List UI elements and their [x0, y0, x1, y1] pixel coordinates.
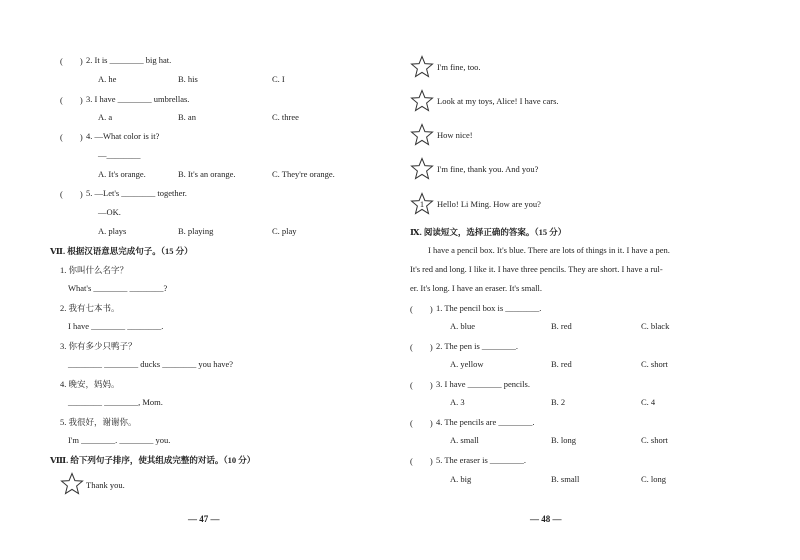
s9-q5-paren[interactable]: ( ) — [410, 456, 433, 466]
passage-line-3: er. It's long. I have an eraser. It's small. — [410, 283, 542, 293]
s9-q3-stem: 3. I have ________ pencils. — [436, 379, 530, 389]
passage-line-1: I have a pencil box. It's blue. There are lots of things in it. I have a pen. — [428, 245, 670, 255]
mc-4-stem-answer: —________ — [98, 150, 141, 160]
dialog-line-1: I'm fine, too. — [437, 62, 481, 72]
star-icon[interactable] — [410, 192, 434, 216]
section-7-title: Ⅶ. 根据汉语意思完成句子。（15 分） — [50, 246, 193, 256]
dialog-order-number: 1 — [419, 199, 425, 209]
section-8-title: Ⅷ. 给下列句子排序，使其组成完整的对话。（10 分） — [50, 455, 256, 465]
star-icon[interactable] — [410, 157, 434, 181]
s7-item-5-en[interactable]: I'm ________. ________ you. — [68, 435, 171, 445]
mc-3-option-a[interactable]: A. a — [98, 112, 113, 122]
s7-item-1-en[interactable]: What's ________ ________? — [68, 283, 168, 293]
s9-q1-option-c[interactable]: C. black — [641, 321, 670, 331]
s9-q4-option-c[interactable]: C. short — [641, 435, 668, 445]
s9-q2-paren[interactable]: ( ) — [410, 342, 433, 352]
s9-q4-stem: 4. The pencils are ________. — [436, 417, 535, 427]
s9-q1-stem: 1. The pencil box is ________. — [436, 303, 542, 313]
mc-5-paren[interactable]: ( ) — [60, 189, 83, 199]
mc-4-stem: 4. —What color is it? — [86, 131, 160, 141]
s9-q3-option-c[interactable]: C. 4 — [641, 397, 656, 407]
s7-item-3-cn: 3. 你有多少只鸭子？ — [60, 341, 137, 351]
s9-q4-option-b[interactable]: B. long — [551, 435, 577, 445]
mc-3-paren[interactable]: ( ) — [60, 95, 83, 105]
s7-item-3-en[interactable]: ________ ________ ducks ________ you have? — [68, 359, 234, 369]
mc-4-option-a[interactable]: A. It's orange. — [98, 169, 146, 179]
page-number-47: — 47 — — [188, 514, 220, 524]
s9-q1-option-b[interactable]: B. red — [551, 321, 572, 331]
s9-q5-stem: 5. The eraser is ________. — [436, 455, 527, 465]
mc-5-option-c[interactable]: C. play — [272, 226, 297, 236]
s9-q3-option-a[interactable]: A. 3 — [450, 397, 465, 407]
s9-q5-option-c[interactable]: C. long — [641, 474, 667, 484]
dialog-line-3: How nice! — [437, 130, 473, 140]
s9-q2-option-a[interactable]: A. yellow — [450, 359, 484, 369]
section-9-title: Ⅸ. 阅读短文，选择正确的答案。（15 分） — [410, 227, 567, 237]
mc-4-option-c[interactable]: C. They're orange. — [272, 169, 335, 179]
mc-4-option-b[interactable]: B. It's an orange. — [178, 169, 236, 179]
page-number-48: — 48 — — [530, 514, 562, 524]
mc-2-paren[interactable]: ( ) — [60, 56, 83, 66]
s9-q3-paren[interactable]: ( ) — [410, 380, 433, 390]
s7-item-4-cn: 4. 晚安，妈妈。 — [60, 379, 120, 389]
mc-3-option-c[interactable]: C. three — [272, 112, 299, 122]
s9-q5-option-b[interactable]: B. small — [551, 474, 580, 484]
s9-q1-paren[interactable]: ( ) — [410, 304, 433, 314]
s9-q5-option-a[interactable]: A. big — [450, 474, 472, 484]
mc-4-paren[interactable]: ( ) — [60, 132, 83, 142]
mc-5-option-b[interactable]: B. playing — [178, 226, 214, 236]
star-icon[interactable] — [410, 55, 434, 79]
mc-3-stem: 3. I have ________ umbrellas. — [86, 94, 190, 104]
s8-line-1: Thank you. — [86, 480, 125, 490]
s9-q1-option-a[interactable]: A. blue — [450, 321, 476, 331]
dialog-line-4: I'm fine, thank you. And you? — [437, 164, 539, 174]
mc-2-option-a[interactable]: A. he — [98, 74, 117, 84]
mc-2-stem: 2. It is ________ big hat. — [86, 55, 172, 65]
mc-5-stem-answer: —OK. — [98, 207, 121, 217]
mc-2-option-c[interactable]: C. I — [272, 74, 285, 84]
passage-line-2: It's red and long. I like it. I have three pencils. They are short. I have a rul- — [410, 264, 663, 274]
s7-item-2-en[interactable]: I have ________ ________. — [68, 321, 164, 331]
star-icon[interactable] — [410, 123, 434, 147]
s9-q2-option-c[interactable]: C. short — [641, 359, 668, 369]
dialog-line-5: Hello! Li Ming. How are you? — [437, 199, 541, 209]
s9-q3-option-b[interactable]: B. 2 — [551, 397, 566, 407]
s9-q2-stem: 2. The pen is ________. — [436, 341, 519, 351]
s9-q4-paren[interactable]: ( ) — [410, 418, 433, 428]
s9-q2-option-b[interactable]: B. red — [551, 359, 572, 369]
star-icon[interactable] — [60, 472, 84, 496]
s7-item-5-cn: 5. 我很好，谢谢你。 — [60, 417, 137, 427]
s7-item-2-cn: 2. 我有七本书。 — [60, 303, 120, 313]
mc-5-stem: 5. —Let's ________ together. — [86, 188, 187, 198]
star-icon[interactable] — [410, 89, 434, 113]
dialog-line-2: Look at my toys, Alice! I have cars. — [437, 96, 559, 106]
s7-item-4-en[interactable]: ________ ________, Mom. — [68, 397, 163, 407]
s7-item-1-cn: 1. 你叫什么名字？ — [60, 265, 129, 275]
mc-3-option-b[interactable]: B. an — [178, 112, 196, 122]
mc-5-option-a[interactable]: A. plays — [98, 226, 127, 236]
mc-2-option-b[interactable]: B. his — [178, 74, 198, 84]
s9-q4-option-a[interactable]: A. small — [450, 435, 479, 445]
